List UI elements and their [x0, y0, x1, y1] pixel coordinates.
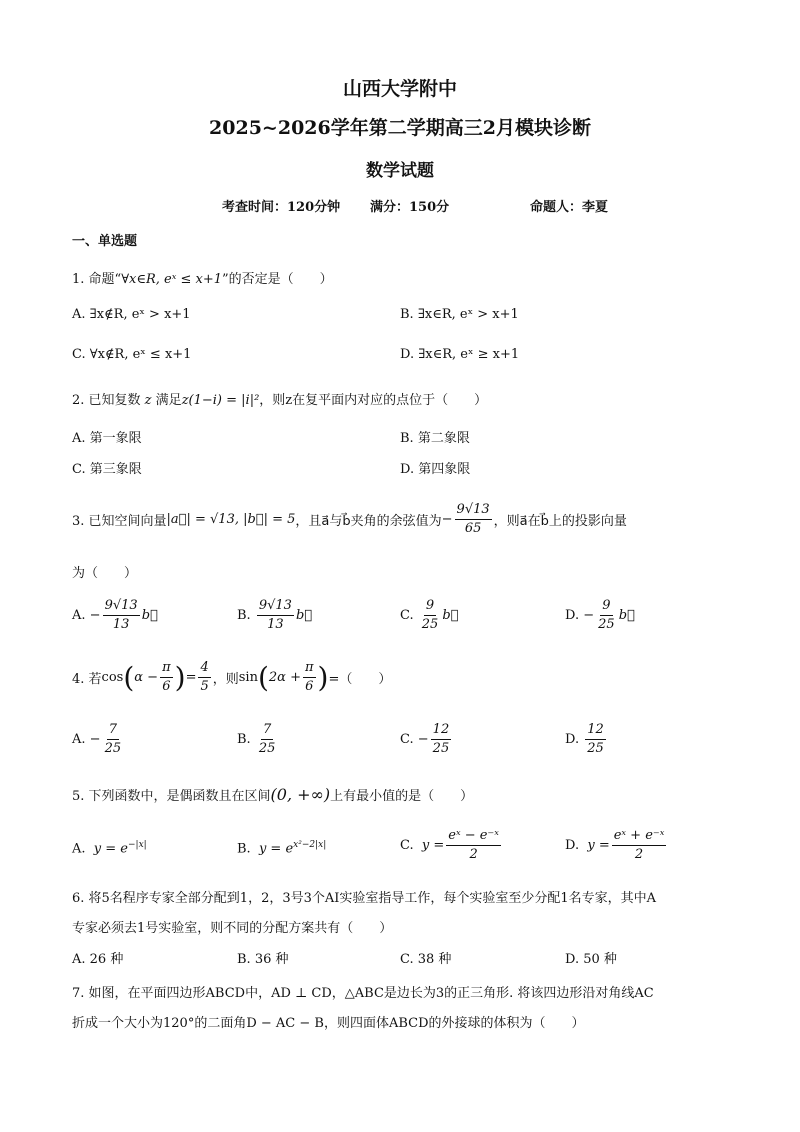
q4-option-b	[237, 722, 279, 757]
q5-option-c	[400, 828, 503, 863]
q4-a-num: 7	[107, 722, 119, 740]
q6-line-1: 6. 将5名程序专家全部分配到1，2，3号3个AI实验室指导工作，每个实验室至少分配1名专家，其中A	[72, 891, 657, 906]
q5-c-fraction	[446, 828, 501, 863]
q5-a-base: y = e	[93, 841, 128, 857]
q3-cos-num: 9√13	[455, 502, 492, 520]
q4-a-sign: −	[89, 732, 101, 747]
section-heading: 一、单选题	[72, 234, 138, 249]
q2-z: z	[140, 393, 156, 408]
q5-c-num: eˣ − e⁻ˣ	[446, 828, 501, 846]
q4-sin: sin	[238, 670, 258, 685]
q4-d-label: D.	[565, 732, 580, 747]
q5-d-fraction	[612, 828, 667, 863]
q3-b-fraction	[257, 598, 294, 633]
q1-option-a: A. ∃x∉R, eˣ > x+1	[72, 307, 191, 322]
q3-cos-fraction	[455, 502, 492, 537]
q4-val-num: 4	[198, 660, 210, 678]
q5-option-a	[72, 840, 147, 856]
q3-d-label: D.	[565, 608, 580, 623]
q4-stem-mid: ，则	[212, 672, 239, 687]
q1-option-c: C. ∀x∉R, eˣ ≤ x+1	[72, 347, 192, 362]
q1-stem-suffix: ”的否定是（ ）	[222, 272, 333, 287]
q1-stem-math: ∀x∈R, eˣ ≤ x+1	[121, 272, 223, 287]
q4-pi-2: π	[303, 660, 316, 678]
q6-option-c: C. 38 种	[400, 952, 452, 967]
subject-title: 数学试题	[366, 161, 434, 181]
exam-time: 考查时间：120分钟	[222, 200, 341, 215]
q3-c-fraction	[420, 598, 441, 633]
q3-c-den: 25	[421, 617, 439, 632]
q5-b-base: y = e	[258, 841, 294, 857]
q2-stem-prefix: 2. 已知复数	[72, 393, 141, 408]
question-3-stem	[72, 502, 627, 537]
q4-option-a	[72, 722, 125, 757]
q3-a-sign: −	[89, 608, 101, 623]
q4-six-2: 6	[305, 679, 314, 694]
q4-b-num: 7	[261, 722, 273, 740]
q6-option-b: B. 36 种	[237, 952, 289, 967]
full-score: 满分：150分	[370, 200, 450, 215]
question-2-stem	[72, 389, 487, 408]
q3-option-a	[72, 598, 158, 633]
q4-c-num: 12	[431, 722, 452, 740]
q4-a-den: 25	[104, 741, 122, 756]
q6-option-a: A. 26 种	[72, 952, 124, 967]
q5-d-lhs: y =	[587, 838, 610, 853]
q5-stem-suffix: 上有最小值的是（ ）	[330, 789, 474, 804]
q4-c-fraction	[431, 722, 452, 757]
q3-stem-suffix: ，则a⃗在b⃗上的投影向量	[493, 514, 627, 529]
q3-c-num: 9	[424, 598, 436, 616]
q4-stem-prefix: 4. 若	[72, 672, 102, 687]
q3-d-num: 9	[600, 598, 612, 616]
q5-option-b	[237, 840, 326, 856]
q4-val-fraction	[198, 660, 210, 695]
q4-a-label: A.	[72, 732, 86, 747]
q4-b-label: B.	[237, 732, 251, 747]
q7-line-1: 7. 如图，在平面四边形ABCD中，AD ⊥ CD，△ABC是边长为3的正三角形. 将该四边形沿对角线AC	[72, 986, 654, 1001]
q3-d-sign: −	[583, 608, 595, 623]
q4-d-num: 12	[585, 722, 606, 740]
q3-b-num: 9√13	[257, 598, 294, 616]
question-4-stem	[72, 660, 391, 695]
q4-pi6-2	[303, 660, 316, 695]
q4-a-fraction	[103, 722, 124, 757]
q4-c-label: C.	[400, 732, 414, 747]
q2-option-c: C. 第三象限	[72, 462, 142, 477]
q6-line-2: 专家必须去1号实验室，则不同的分配方案共有（ ）	[72, 921, 393, 936]
q4-lparen-2: (	[257, 661, 269, 694]
q1-option-b: B. ∃x∈R, eˣ > x+1	[400, 307, 519, 322]
q5-d-den: 2	[634, 847, 644, 862]
q4-option-c	[400, 722, 453, 757]
q4-stem-suffix: =（ ）	[328, 672, 392, 687]
q5-stem-prefix: 5. 下列函数中，是偶函数且在区间	[72, 789, 271, 804]
q3-d-den: 25	[598, 617, 615, 632]
q5-b-exp: x²−2|x|	[293, 840, 327, 850]
q4-b-den: 25	[258, 741, 276, 756]
q4-pi-1: π	[160, 660, 173, 678]
q3-stem-mid: ，且a⃗与b⃗夹角的余弦值为	[295, 514, 442, 529]
school-name: 山西大学附中	[342, 78, 457, 100]
q6-option-d: D. 50 种	[565, 952, 617, 967]
q5-d-label: D.	[565, 838, 580, 853]
q3-b-label: B.	[237, 608, 251, 623]
q5-stem-math: (0, +∞)	[270, 785, 331, 804]
q3-stem-line2: 为（ ）	[72, 566, 138, 581]
q3-a-vec: b⃗	[141, 608, 158, 623]
q5-c-lhs: y =	[421, 838, 445, 853]
q4-cos: cos	[101, 670, 124, 685]
q4-b-fraction	[257, 722, 278, 757]
q3-d-vec: b⃗	[618, 608, 635, 623]
q3-option-d	[565, 598, 635, 633]
q3-stem-prefix: 3. 已知空间向量	[72, 514, 167, 529]
q3-b-vec: b⃗	[295, 608, 313, 623]
author: 命题人：李夏	[530, 200, 609, 215]
q4-option-d	[565, 722, 608, 757]
q2-stem-mid: 满足	[155, 393, 182, 408]
q5-c-label: C.	[400, 838, 414, 853]
q3-neg: −	[441, 512, 453, 527]
q4-cos-inner: α −	[134, 670, 159, 685]
q4-rparen-2: )	[317, 661, 329, 694]
q4-pi6-1	[160, 660, 173, 695]
q3-c-vec: b⃗	[442, 608, 459, 623]
q3-a-num: 9√13	[103, 598, 140, 616]
q2-option-a: A. 第一象限	[72, 431, 142, 446]
q4-c-sign: −	[417, 732, 429, 747]
question-1-stem	[72, 268, 333, 287]
q5-a-label: A.	[72, 841, 86, 857]
q5-option-d	[565, 828, 668, 863]
q2-stem-suffix: ，则z在复平面内对应的点位于（ ）	[259, 393, 488, 408]
q4-d-den: 25	[587, 741, 604, 756]
q3-option-b	[237, 598, 312, 633]
q2-stem-math: z(1−i) = |i|²	[181, 393, 260, 408]
q3-c-label: C.	[400, 608, 414, 623]
q4-sin-inner: 2α +	[268, 670, 301, 685]
q7-line-2: 折成一个大小为120°的二面角D − AC − B，则四面体ABCD的外接球的体积为（ ）	[72, 1016, 585, 1031]
q4-val-den: 5	[200, 679, 209, 694]
q4-rparen-1: )	[174, 661, 186, 694]
q4-six-1: 6	[162, 679, 171, 694]
q4-eq: =	[185, 670, 197, 685]
q3-option-c	[400, 598, 458, 633]
q3-cos-den: 65	[464, 521, 482, 536]
q3-a-fraction	[103, 598, 140, 633]
exam-title: 2025~2026学年第二学期高三2月模块诊断	[209, 117, 591, 139]
q4-lparen-1: (	[123, 661, 135, 694]
q3-a-den: 13	[112, 617, 130, 632]
q4-c-den: 25	[432, 741, 450, 756]
question-5-stem	[72, 785, 473, 804]
q3-b-den: 13	[267, 617, 284, 632]
q5-b-label: B.	[237, 841, 251, 857]
q3-d-fraction	[596, 598, 617, 633]
q4-d-fraction	[585, 722, 606, 757]
q2-option-b: B. 第二象限	[400, 431, 470, 446]
q5-c-den: 2	[469, 847, 478, 862]
q1-option-d: D. ∃x∈R, eˣ ≥ x+1	[400, 347, 520, 362]
q2-option-d: D. 第四象限	[400, 462, 471, 477]
q3-stem-math: |a⃗| = √13, |b⃗| = 5	[166, 512, 296, 527]
q3-a-label: A.	[72, 608, 86, 623]
q1-stem-prefix: 1. 命题“	[72, 272, 122, 287]
q5-a-exp: −|x|	[128, 840, 147, 850]
q5-d-num: eˣ + e⁻ˣ	[612, 828, 667, 846]
